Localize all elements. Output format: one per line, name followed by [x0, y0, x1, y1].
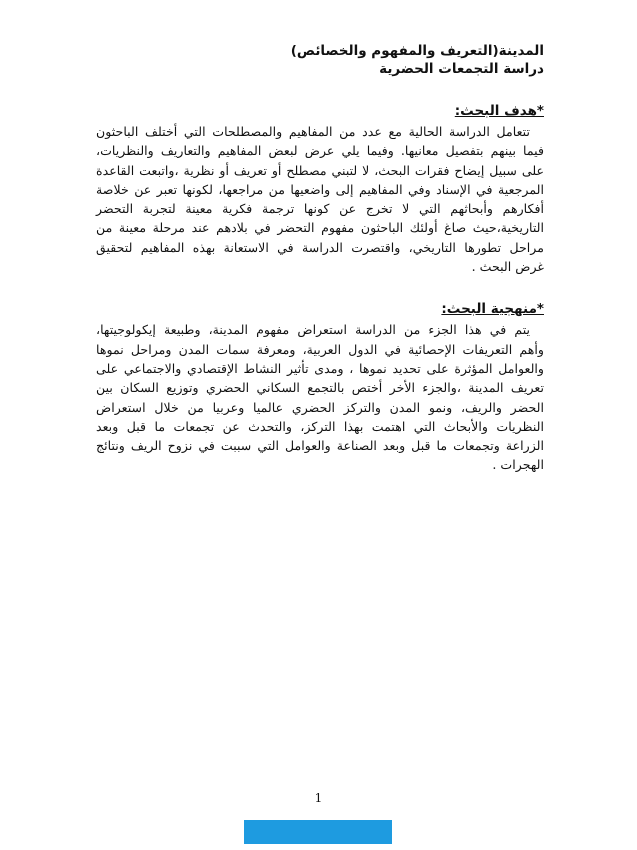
paragraph-line: غرض البحث .	[471, 259, 544, 275]
paragraph-line: الزراعة وتجمعات ما قبل وبعد الصناعة والعوامل التي سببت في نزوح الريف ونتائج	[96, 438, 544, 454]
paragraph-line: تعريف المدينة ،والجزء الأخر أختص بالتجمع السكاني الحضري وتوزيع السكان بين	[96, 380, 544, 396]
footer-bar	[244, 820, 392, 844]
paragraph-line: يتم في هذا الجزء من الدراسة استعراض مفهوم المدينة، وطبيعة إيكولوجيتها،	[96, 322, 530, 338]
paragraph-line: تتعامل الدراسة الحالية مع عدد من المفاهيم والمصطلحات التي أختلف الباحثون	[96, 124, 530, 139]
paragraph-line: الحضر والريف، ونمو المدن والتركز الحضري عالميا وعربيا من خلال استعراض	[96, 399, 544, 415]
document-title	[96, 42, 544, 78]
paragraph-line: والعوامل المؤثرة على تحديد نموها ، ومدى تأثير النشاط الإقتصادي والاجتماعي على	[96, 360, 544, 376]
paragraph-line: على سبيل إيضاح فقرات البحث، لا لتبني مصطلح أو تعريف أو نظرية ،واتبعت القاعدة	[96, 162, 544, 178]
section-research-goal	[96, 102, 544, 276]
paragraph-line: وأهم التعريفات الإحصائية في الدول العربية، ومعرفة سمات المدن ومراحل نموها	[96, 341, 544, 357]
title-line-main: المدينة(التعريف والمفهوم والخصائص)	[290, 43, 544, 59]
paragraph-line: النظريات والأبحاث التي اهتمت بهذا التركز، والتحدث عن تجمعات ما قبل وبعد	[96, 418, 544, 434]
title-line-subtitle: دراسة التجمعات الحضرية	[379, 61, 544, 77]
section-research-methodology	[96, 300, 544, 474]
paragraph-line: المرجعية في الإسناد وفي المفاهيم إلى واضعيها من مراجعها، لكونها تعبر عن خلاصة	[96, 181, 544, 197]
page-number: 1	[314, 791, 323, 805]
document-body	[96, 42, 544, 475]
paragraph-line: فيما بينهم بتفصيل معانيها. وفيما يلي عرض لبعض المفاهيم والتعاريف والنظريات،	[96, 143, 544, 159]
section-heading-research-methodology: *منهجية البحث:	[441, 301, 544, 318]
paragraph-line: التاريخية،حيث صاغ أولئك الباحثون مفهوم التحضر في بلادهم عند مرحلة معينة من	[96, 220, 544, 236]
paragraph-line: أفكارهم وأبحاثهم التي لا تخرج عن كونها ترجمة فكرية معينة لتجربة التحضر	[96, 201, 544, 217]
section-heading-research-goal: *هدف البحث:	[454, 103, 544, 119]
paragraph-line: مراحل تطورها التاريخي، واقتصرت الدراسة في الاستعانة بهذه المفاهيم لتحقيق	[96, 239, 544, 255]
paragraph-line: الهجرات .	[492, 457, 544, 473]
